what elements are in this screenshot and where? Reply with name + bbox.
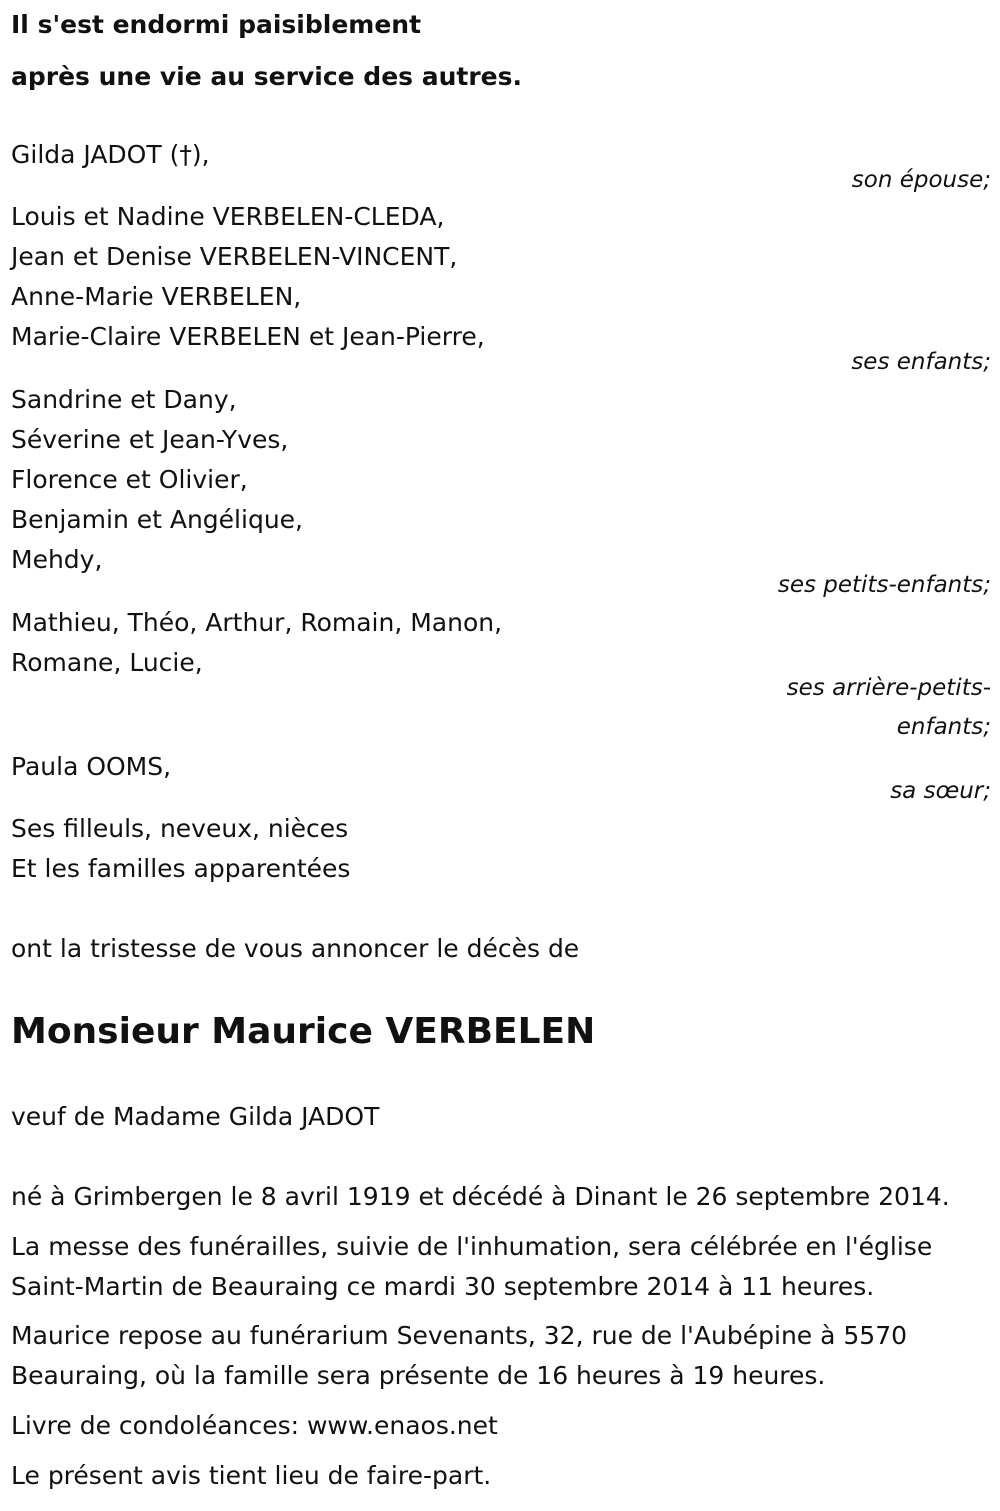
child-name: Anne-Marie VERBELEN, xyxy=(11,282,302,311)
child-name: Marie-Claire VERBELEN et Jean-Pierre, xyxy=(11,322,485,351)
child-name: Louis et Nadine VERBELEN-CLEDA, xyxy=(11,202,445,231)
rest-text-line-2: Beauraing, où la famille sera présente de 16 heures à 19 heures. xyxy=(11,1361,826,1390)
birth-death-text: né à Grimbergen le 8 avril 1919 et décédé à Dinant le 26 septembre 2014. xyxy=(11,1182,950,1211)
great-grandchildren-relation-line-1: ses arrière-petits- xyxy=(786,675,991,701)
funeral-text-line-1: La messe des funérailles, suivie de l'inhumation, sera célébrée en l'église xyxy=(11,1232,933,1261)
funeral-text-line-2: Saint-Martin de Beauraing ce mardi 30 septembre 2014 à 11 heures. xyxy=(11,1272,875,1301)
other-relatives: Ses filleuls, neveux, nièces xyxy=(11,814,349,843)
announcement-text: ont la tristesse de vous annoncer le décès de xyxy=(11,934,580,963)
intro-line-2: après une vie au service des autres. xyxy=(11,62,523,91)
intro-line-1: Il s'est endormi paisiblement xyxy=(11,10,422,39)
children-relation: ses enfants; xyxy=(851,349,991,375)
great-grandchild-name: Mathieu, Théo, Arthur, Romain, Manon, xyxy=(11,608,503,637)
widower-of: veuf de Madame Gilda JADOT xyxy=(11,1102,380,1131)
spouse-relation: son épouse; xyxy=(851,167,991,193)
notice-text: Le présent avis tient lieu de faire-part. xyxy=(11,1461,492,1490)
condolences-text: Livre de condoléances: www.enaos.net xyxy=(11,1411,498,1440)
sister-name: Paula OOMS, xyxy=(11,752,172,781)
great-grandchildren-relation-line-2: enfants; xyxy=(896,714,991,740)
spouse-name: Gilda JADOT (†), xyxy=(11,140,210,169)
sister-relation: sa sœur; xyxy=(890,778,991,804)
deceased-name: Monsieur Maurice VERBELEN xyxy=(11,1011,596,1052)
other-relatives: Et les familles apparentées xyxy=(11,854,351,883)
rest-text-line-1: Maurice repose au funérarium Sevenants, 32, rue de l'Aubépine à 5570 xyxy=(11,1321,908,1350)
grandchild-name: Benjamin et Angélique, xyxy=(11,505,303,534)
great-grandchild-name: Romane, Lucie, xyxy=(11,648,203,677)
grandchildren-relation: ses petits-enfants; xyxy=(777,572,991,598)
grandchild-name: Sandrine et Dany, xyxy=(11,385,237,414)
grandchild-name: Mehdy, xyxy=(11,545,103,574)
grandchild-name: Florence et Olivier, xyxy=(11,465,248,494)
grandchild-name: Séverine et Jean-Yves, xyxy=(11,425,289,454)
child-name: Jean et Denise VERBELEN-VINCENT, xyxy=(11,242,458,271)
